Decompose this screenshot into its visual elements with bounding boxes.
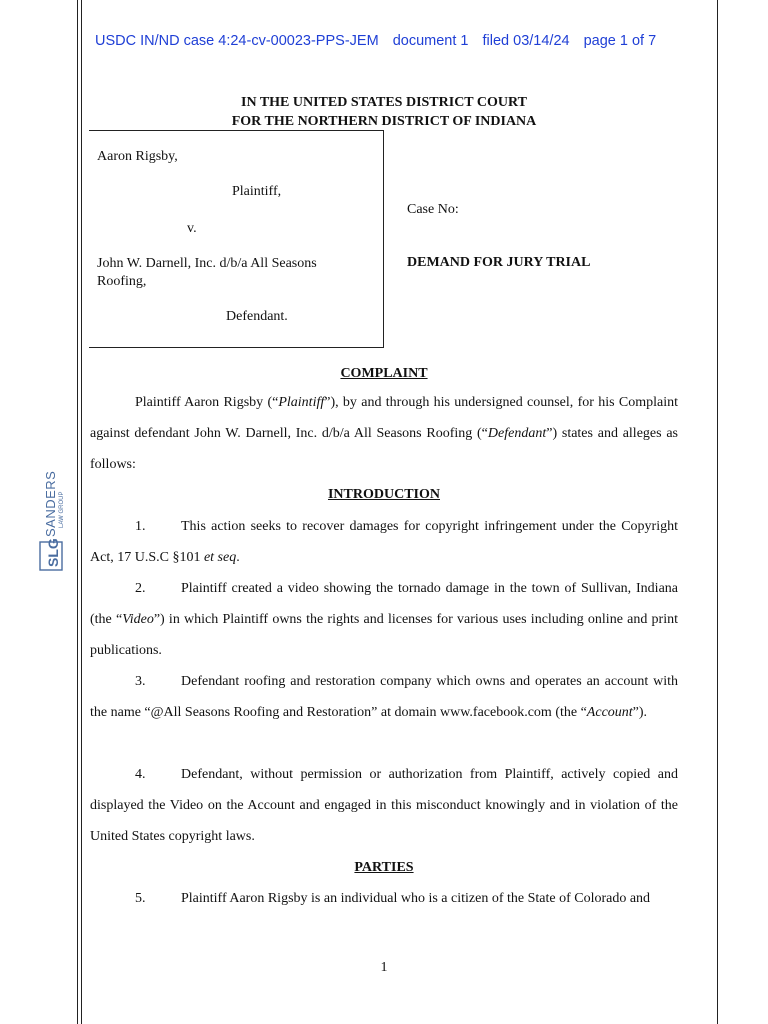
header-case: USDC IN/ND case 4:24-cv-00023-PPS-JEM — [95, 33, 379, 49]
header-document: document 1 — [392, 33, 469, 49]
svg-text:SLG: SLG — [45, 538, 61, 567]
court-line-1: IN THE UNITED STATES DISTRICT COURT — [241, 95, 527, 110]
court-line-2: FOR THE NORTHERN DISTRICT OF INDIANA — [231, 114, 537, 129]
page-number: 1 — [380, 960, 388, 975]
paragraph-2: 2. Plaintiff created a video showing the tornado damage in the town of Sullivan, Indiana (the “Video”) in which Plaintiff owns the rights and licenses for various uses including online and print publications. — [90, 573, 678, 666]
svg-text:SANDERS: SANDERS — [43, 470, 58, 537]
paragraph-1: 1. This action seeks to recover damages for copyright infringement under the Copyright Act, 17 U.S.C §101 et seq. — [90, 511, 678, 573]
defendant-name-line-2: Roofing, — [97, 274, 147, 289]
paragraph-number: 3. — [135, 674, 146, 689]
jury-demand: DEMAND FOR JURY TRIAL — [407, 255, 591, 270]
opening-paragraph: Plaintiff Aaron Rigsby (“Plaintiff”), by and through his undersigned counsel, for his Complaint against defendant John W. Darnell, Inc. d/b/a All Seasons Roofing (“Defendant”) states and alleges as follows: — [90, 395, 678, 472]
paragraph-number: 1. — [135, 519, 146, 534]
parties-heading: PARTIES — [354, 860, 414, 875]
paragraph-number: 2. — [135, 581, 146, 596]
sanders-law-group-logo — [36, 450, 64, 574]
case-no-label: Case No: — [407, 202, 459, 217]
paragraph-3: 3. Defendant roofing and restoration company which owns and operates an account with the name “@All Seasons Roofing and Restoration” at domain www.facebook.com (the “Account”). — [90, 666, 678, 728]
logo-mark-icon — [36, 450, 64, 574]
svg-text:LAW GROUP: LAW GROUP — [59, 491, 65, 528]
paragraph-number: 5. — [135, 891, 146, 906]
ecf-header — [95, 33, 666, 49]
defendant-name-line-1: John W. Darnell, Inc. d/b/a All Seasons — [97, 256, 317, 271]
header-page: page 1 of 7 — [583, 33, 657, 49]
plaintiff-name: Aaron Rigsby, — [97, 149, 178, 164]
complaint-heading: COMPLAINT — [340, 366, 428, 381]
plaintiff-role: Plaintiff, — [232, 184, 282, 199]
court-title — [0, 93, 768, 131]
defendant-role: Defendant. — [226, 309, 288, 324]
introduction-heading: INTRODUCTION — [327, 487, 440, 502]
caption-box — [89, 130, 384, 348]
paragraph-4: 4. Defendant, without permission or authorization from Plaintiff, actively copied and displayed the Video on the Account and engaged in this misconduct knowingly and in violation of the United States copyright laws. — [90, 759, 678, 852]
header-filed: filed 03/14/24 — [482, 33, 570, 49]
paragraph-number: 4. — [135, 767, 146, 782]
versus: v. — [187, 221, 197, 236]
paragraph-5: 5. Plaintiff Aaron Rigsby is an individual who is a citizen of the State of Colorado and — [90, 883, 678, 914]
